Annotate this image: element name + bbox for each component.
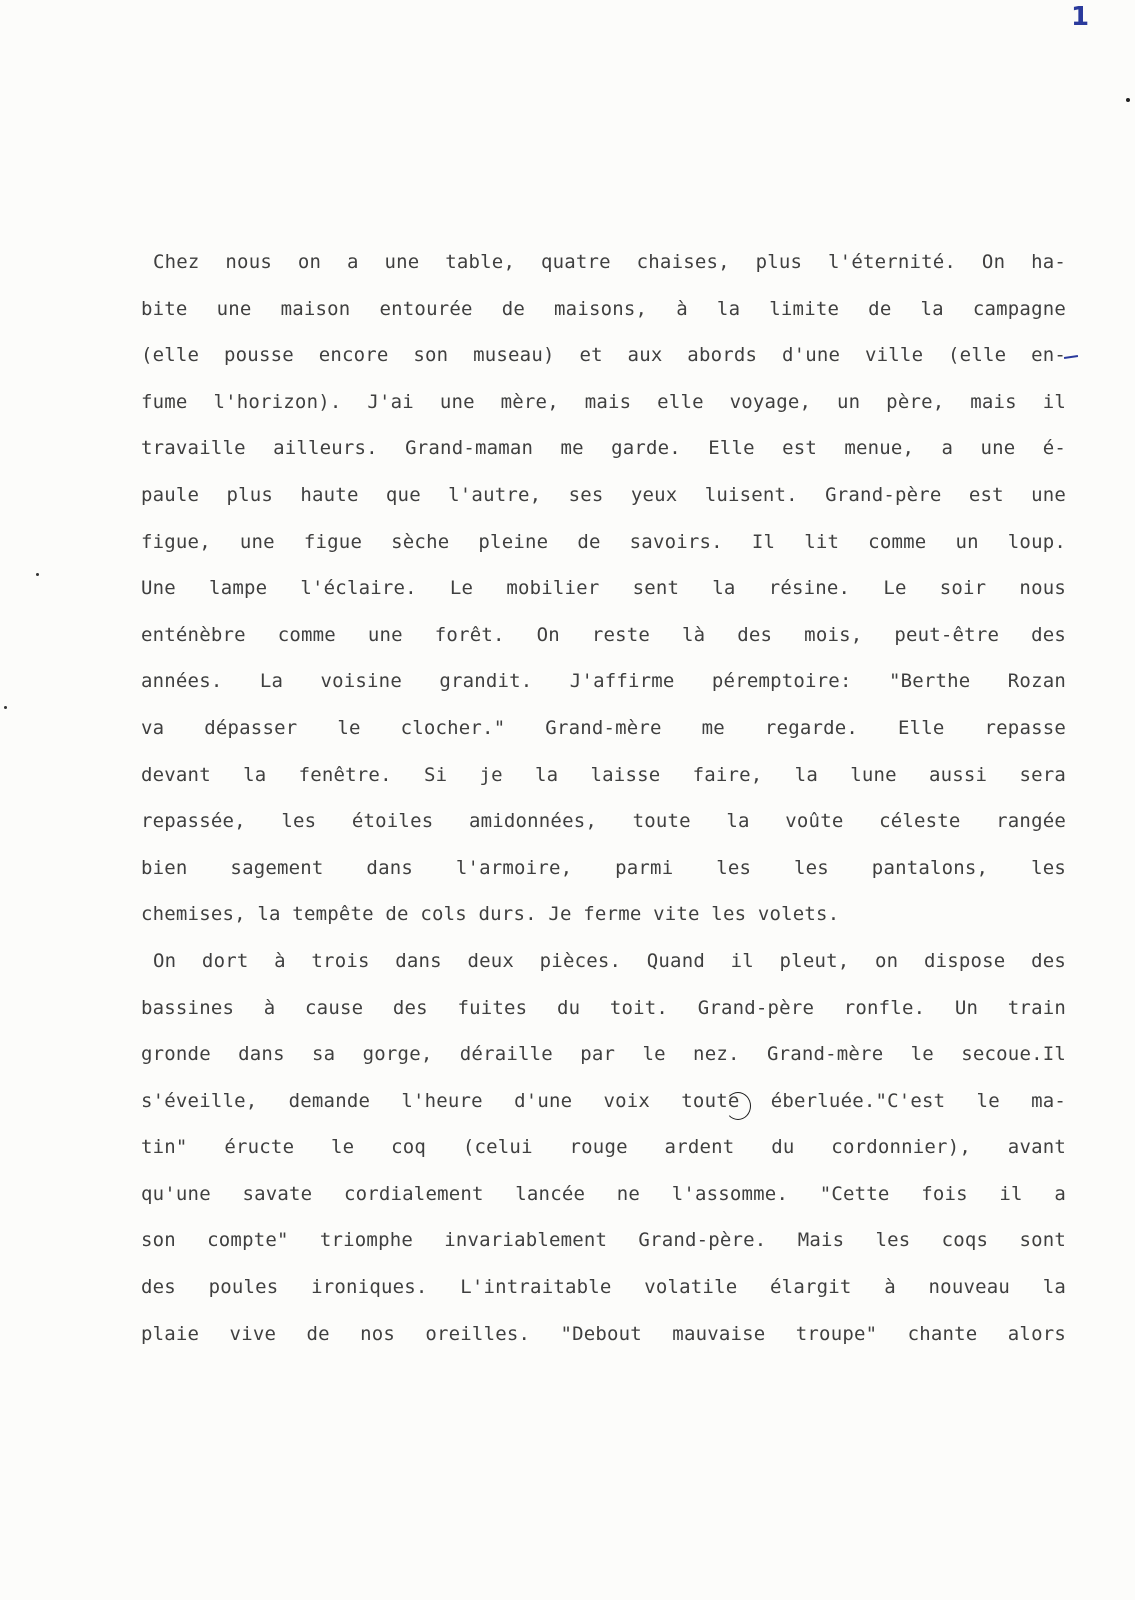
text-line: va dépasser le clocher." Grand-mère me regarde. Elle repasse [141, 716, 1066, 739]
text-line: Chez nous on a une table, quatre chaises, plus l'éternité. On ha- [153, 251, 1066, 273]
corner-speck [1126, 98, 1130, 102]
text-line: son compte" triomphe invariablement Grand-père. Mais les coqs sont [141, 1229, 1066, 1252]
text-line: plaie vive de nos oreilles. "Debout mauvaise troupe" chante alors [141, 1322, 1066, 1345]
text-line: chemises, la tempête de cols durs. Je ferme vite les volets. [141, 903, 840, 926]
text-line: enténèbre comme une forêt. On reste là des mois, peut-être des [141, 623, 1066, 646]
text-line: devant la fenêtre. Si je la laisse faire, la lune aussi sera [141, 763, 1066, 786]
text-line: fume l'horizon). J'ai une mère, mais elle voyage, un père, mais il [141, 390, 1066, 413]
page-number: 1 [1071, 2, 1090, 32]
handwritten-circle-mark [725, 1092, 751, 1120]
text-line: paule plus haute que l'autre, ses yeux luisent. Grand-père est une [141, 483, 1066, 506]
text-line: qu'une savate cordialement lancée ne l'assomme. "Cette fois il a [141, 1182, 1066, 1205]
typed-text-body [141, 247, 1066, 1365]
text-line: figue, une figue sèche pleine de savoirs. Il lit comme un loup. [141, 530, 1066, 553]
text-line: gronde dans sa gorge, déraille par le nez. Grand-mère le secoue.Il [141, 1043, 1066, 1066]
text-line: bassines à cause des fuites du toit. Grand-père ronfle. Un train [141, 996, 1066, 1019]
text-line: bien sagement dans l'armoire, parmi les les pantalons, les [141, 856, 1066, 879]
text-line: travaille ailleurs. Grand-maman me garde. Elle est menue, a une é- [141, 437, 1066, 460]
margin-speck [36, 573, 39, 576]
handwritten-hyphen-mark [1064, 355, 1078, 359]
text-line: (elle pousse encore son museau) et aux abords d'une ville (elle en- [141, 344, 1066, 367]
text-line: Une lampe l'éclaire. Le mobilier sent la résine. Le soir nous [141, 577, 1066, 600]
text-line: tin" éructe le coq (celui rouge ardent du cordonnier), avant [141, 1136, 1066, 1159]
text-line: des poules ironiques. L'intraitable volatile élargit à nouveau la [141, 1276, 1066, 1299]
text-line: bite une maison entourée de maisons, à la limite de la campagne [141, 297, 1066, 320]
text-line: repassée, les étoiles amidonnées, toute la voûte céleste rangée [141, 810, 1066, 833]
text-line: s'éveille, demande l'heure d'une voix toute éberluée."C'est le ma- [141, 1089, 1066, 1112]
text-line: années. La voisine grandit. J'affirme péremptoire: "Berthe Rozan [141, 670, 1066, 693]
text-line: On dort à trois dans deux pièces. Quand il pleut, on dispose des [153, 949, 1066, 972]
margin-speck [4, 706, 7, 709]
